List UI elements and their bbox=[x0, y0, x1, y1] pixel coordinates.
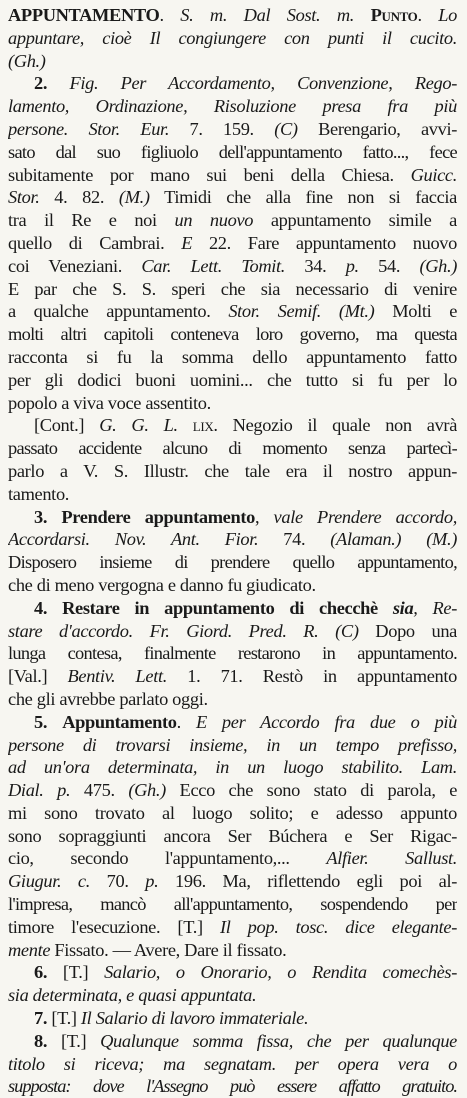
text-line: mi sono trovato al luogo solito; e adesso appunto bbox=[8, 802, 457, 823]
text-line: persone. Stor. Eur. 7. 159. (C) Berengario, avvi- bbox=[8, 118, 457, 139]
text-line: persone di trovarsi insieme, in un tempo prefisso, bbox=[8, 734, 457, 755]
text-line: quello di Cambrai. E 22. Fare appuntamento nuovo bbox=[8, 232, 457, 253]
text-line: che gli avrebbe parlato oggi. bbox=[8, 688, 208, 709]
text-line: sato dal suo figliuolo dell'appuntamento fatto..., fece bbox=[8, 141, 457, 162]
text-line: [Cont.] G. G. L. lix. Negozio il quale non avrà bbox=[34, 415, 457, 436]
text-line: 3. Prendere appuntamento, vale Prendere accordo, bbox=[34, 506, 457, 527]
text-line: APPUNTAMENTO. S. m. Dal Sost. m. Punto. Lo bbox=[8, 5, 457, 25]
text-line: popolo a viva voce assentito. bbox=[8, 392, 211, 413]
text-line: lunga contesa, finalmente restarono in appuntamento. bbox=[8, 643, 457, 664]
text-line: Accordarsi. Nov. Ant. Fior. 74. (Alaman.) (M.) bbox=[8, 529, 457, 550]
text-line: 4. Restare in appuntamento di checchè sia, Re- bbox=[34, 597, 457, 618]
text-line: a qualche appuntamento. Stor. Semif. (Mt.) Molti e bbox=[8, 301, 457, 322]
text-line: che di meno vergogna e danno fu giudicato. bbox=[8, 574, 316, 595]
text-line: per gli dodici buoni uomini... che tutto si fu per lo bbox=[8, 369, 457, 390]
text-line: 2. Fig. Per Accordamento, Convenzione, Rego- bbox=[34, 73, 457, 94]
text-line: tamento. bbox=[8, 483, 70, 504]
text-line: appuntare, cioè Il congiungere con punti il cucito. bbox=[8, 27, 457, 48]
text-line: sono sopraggiunti ancora Ser Búchera e Ser Rigac- bbox=[8, 825, 457, 846]
text-line: lamento, Ordinazione, Risoluzione presa fra più bbox=[8, 96, 457, 117]
text-line: timore l'esecuzione. [T.] Il pop. tosc. dice elegante- bbox=[8, 916, 457, 937]
text-line: 5. Appuntamento. E per Accordo fra due o più bbox=[34, 711, 457, 732]
text-line: molti altri capitoli conteneva loro governo, ma questa bbox=[8, 324, 457, 345]
text-line: tra il Re e noi un nuovo appuntamento simile a bbox=[8, 210, 457, 231]
text-line: 6. [T.] Salario, o Onorario, o Rendita comechès- bbox=[34, 962, 457, 983]
text-line: stare d'accordo. Fr. Giord. Pred. R. (C) Dopo una bbox=[8, 620, 457, 641]
text-line: racconta si fu la somma dello appuntamento fatto bbox=[8, 346, 457, 367]
text-line: 7. [T.] Il Salario di lavoro immateriale. bbox=[34, 1008, 309, 1029]
text-line: supposta: dove l'Assegno può essere affatto gratuito. bbox=[8, 1076, 457, 1097]
text-line: Dial. p. 475. (Gh.) Ecco che sono stato di parola, e bbox=[8, 780, 457, 801]
text-line: [Val.] Bentiv. Lett. 1. 71. Restò in appuntamento bbox=[8, 666, 457, 687]
text-line: passato accidente alcuno di momento senza partecì- bbox=[8, 438, 457, 459]
text-line: sia determinata, e quasi appuntata. bbox=[8, 985, 257, 1006]
text-line: subitamente por mano sui beni della Chiesa. Guicc. bbox=[8, 164, 457, 185]
text-line: Stor. 4. 82. (M.) Timidi che alla fine non si faccia bbox=[8, 187, 457, 208]
text-line: Disposero insieme di prendere quello appuntamento, bbox=[8, 552, 457, 573]
text-line: 8. [T.] Qualunque somma fissa, che per qualunque bbox=[34, 1030, 457, 1051]
text-line: Giugur. c. 70. p. 196. Ma, riflettendo egli poi al- bbox=[8, 871, 457, 892]
text-line: mente Fissato. — Avere, Dare il fissato. bbox=[8, 939, 287, 960]
text-line: E par che S. S. speri che sia necessario di venire bbox=[8, 278, 457, 299]
text-line: l'impresa, mancò all'appuntamento, sospendendo per bbox=[8, 894, 457, 915]
text-line: parlo a V. S. Illustr. che tale era il nostro appun- bbox=[8, 460, 457, 481]
text-line: titolo si riceva; ma segnatam. per opera vera o bbox=[8, 1053, 457, 1074]
text-line: cio, secondo l'appuntamento,... Alfier. Sallust. bbox=[8, 848, 457, 869]
text-line: coi Veneziani. Car. Lett. Tomit. 34. p. 54. (Gh.) bbox=[8, 255, 457, 276]
text-line: ad un'ora determinata, in un luogo stabilito. Lam. bbox=[8, 757, 457, 778]
text-line: (Gh.) bbox=[8, 50, 46, 71]
